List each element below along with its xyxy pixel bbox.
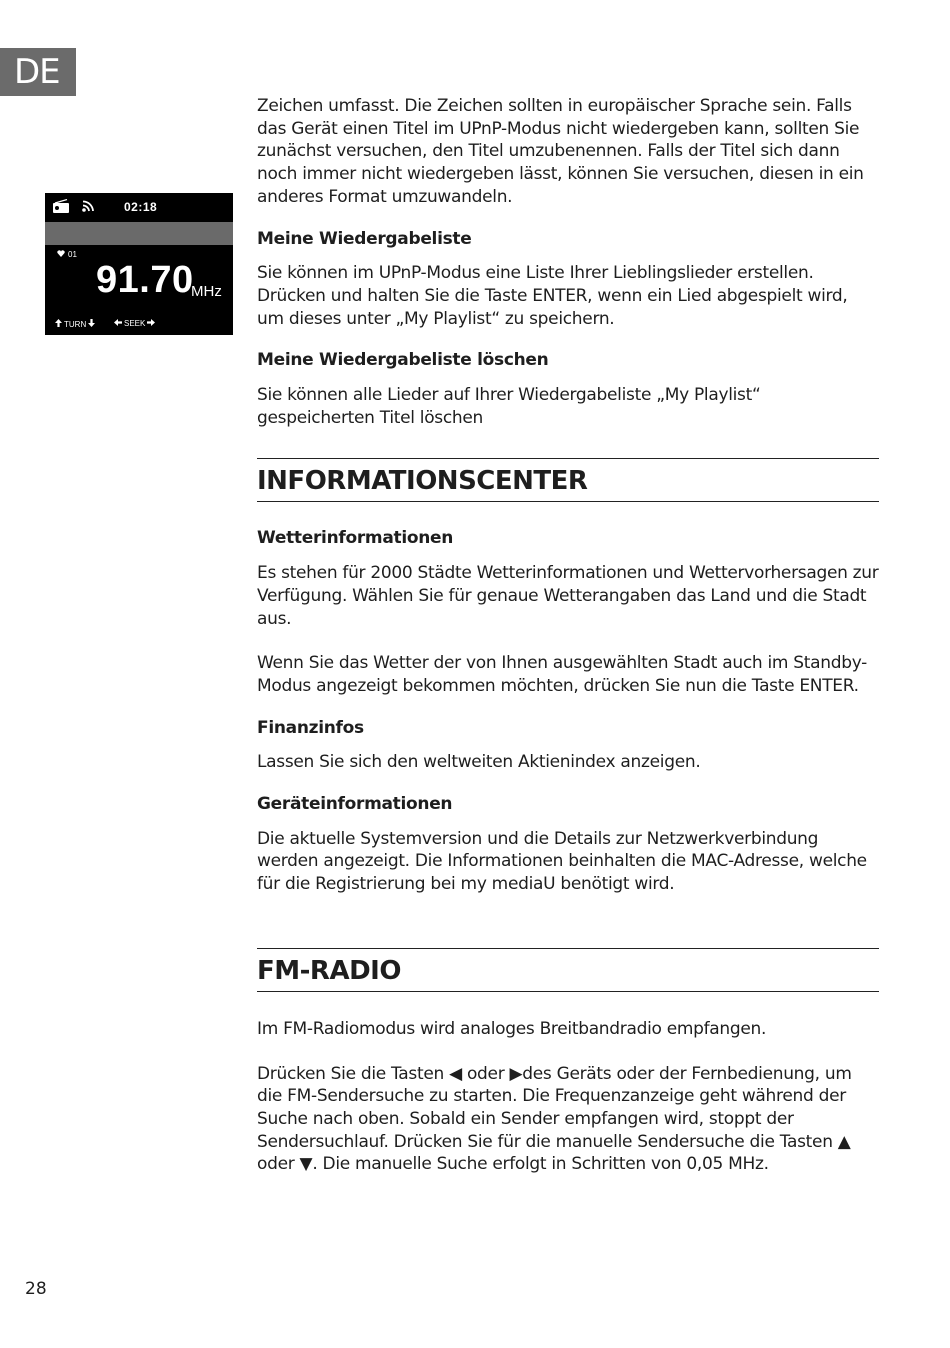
arrow-up-icon bbox=[55, 319, 62, 329]
device-text: Die aktuelle Systemversion und die Details zur Netzwerkverbindung werden angezeigt. Die Informationen beinhalten die MAC-Adresse, welche für die Registrierung bei my mediaU benötigt wird. bbox=[257, 828, 867, 895]
playlist-text: Sie können im UPnP-Modus eine Liste Ihrer Lieblingslieder erstellen. Drücken und halten Sie die Taste ENTER, wenn ein Lied abgespielt wird, um dieses unter „My Playlist“ zu speichern. bbox=[257, 263, 848, 329]
frequency-readout: 91.70 bbox=[96, 259, 194, 301]
page-number: 28 bbox=[25, 1279, 47, 1299]
display-status-bar bbox=[45, 193, 233, 221]
radio-icon bbox=[52, 199, 70, 219]
frequency-unit: MHz bbox=[191, 283, 222, 300]
finance-heading: Finanzinfos bbox=[257, 717, 364, 738]
seek-label: SEEK bbox=[124, 319, 146, 328]
seek-hint bbox=[114, 319, 155, 328]
display-clock: 02:18 bbox=[124, 200, 158, 214]
weather-heading: Wetterinformationen bbox=[257, 528, 454, 549]
arrow-right-icon bbox=[147, 319, 155, 328]
weather-text-2: Wenn Sie das Wetter der von Ihnen ausgewählten Stadt auch im Standby-Modus angezeigt bekommen möchten, drücken Sie nun die Taste ENTER. bbox=[257, 653, 867, 696]
language-tab: DE bbox=[0, 48, 76, 96]
main-content bbox=[257, 95, 879, 1176]
fm-radio-text-2: Drücken Sie die Tasten ◀ oder ▶des Geräts oder der Fernbedienung, um die FM-Sendersuche zu starten. Die Frequenzanzeige geht während der Suche nach oben. Sobald ein Sender empfangen wird, stoppt der Sendersuchlauf. Drücken Sie für die manuelle Sendersuche die Tasten ▲ oder ▼. Die manuelle Suche erfolgt in Schritten von 0,05 MHz. bbox=[257, 1063, 852, 1175]
playlist-delete-heading: Meine Wiedergabeliste löschen bbox=[257, 350, 549, 371]
turn-label: TURN bbox=[64, 319, 87, 329]
arrow-left-icon bbox=[114, 319, 122, 328]
heart-icon bbox=[57, 250, 65, 259]
device-heading: Geräteinformationen bbox=[257, 794, 453, 815]
display-info-bar bbox=[45, 222, 233, 245]
playlist-delete-text: Sie können alle Lieder auf Ihrer Wiedergabeliste „My Playlist“ gespeicherten Titel löschen bbox=[257, 385, 761, 428]
weather-text-1: Es stehen für 2000 Städte Wetterinformationen und Wettervorhersagen zur Verfügung. Wählen Sie für genaue Wetterangaben das Land und die Stadt aus. bbox=[257, 563, 879, 629]
preset-number: 01 bbox=[68, 250, 77, 259]
finance-text: Lassen Sie sich den weltweiten Aktienindex anzeigen. bbox=[257, 752, 701, 773]
playlist-heading: Meine Wiedergabeliste bbox=[257, 228, 472, 249]
fm-radio-text-1: Im FM-Radiomodus wird analoges Breitbandradio empfangen. bbox=[257, 1018, 767, 1039]
turn-hint bbox=[55, 319, 95, 329]
preset-indicator bbox=[57, 250, 77, 259]
intro-paragraph: Zeichen umfasst. Die Zeichen sollten in europäischer Sprache sein. Falls das Gerät einen Titel im UPnP-Modus nicht wiedergeben kann, sollten Sie zunächst versuchen, den Titel umzubenennen. Falls der Titel sich dann noch immer nicht wiedergeben lässt, können Sie versuchen, diesen in ein anderes Format umzuwandeln. bbox=[257, 96, 864, 207]
wifi-icon bbox=[81, 198, 96, 218]
radio-display-illustration bbox=[45, 193, 233, 335]
info-center-title: INFORMATIONSCENTER bbox=[257, 458, 879, 502]
fm-radio-title: FM-RADIO bbox=[257, 948, 879, 992]
arrow-down-icon bbox=[88, 319, 95, 329]
